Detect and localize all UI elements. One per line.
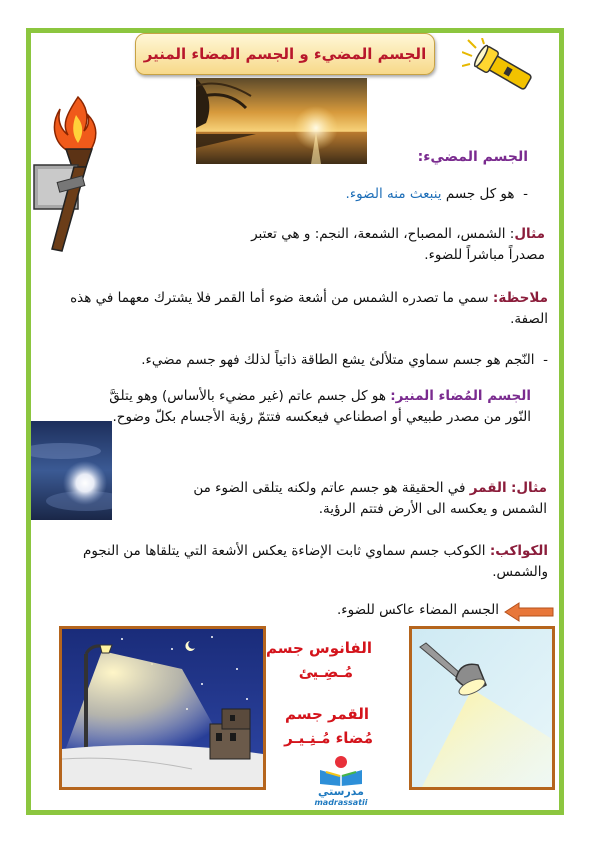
moon-example-text: في الحقيقة هو جسم عاتم ولكنه يتلقى الضوء من الشمس و يعكسه الى الأرض فتتم الرؤية. bbox=[193, 480, 547, 517]
luminous-heading: الجسم المضيء: bbox=[417, 149, 528, 165]
note-text: سمي ما تصدره الشمس من أشعة ضوء أما القمر فلا يشترك معهما في هذه الصفة. bbox=[70, 290, 548, 327]
arrow-left-icon bbox=[503, 601, 555, 623]
luminous-bullet bbox=[108, 184, 528, 205]
brand-arabic: مدرستي bbox=[318, 785, 364, 798]
brand-logo bbox=[311, 754, 371, 808]
luminous-bullet-prefix: هو كل جسم bbox=[445, 186, 515, 202]
bullet-dash: - bbox=[514, 186, 528, 202]
sunset-image bbox=[196, 78, 367, 164]
arrow-caption: الجسم المضاء عاكس للضوء. bbox=[336, 602, 499, 618]
note-paragraph bbox=[43, 288, 548, 330]
planets-paragraph bbox=[38, 541, 548, 583]
page-title bbox=[135, 33, 435, 75]
torch-icon bbox=[28, 95, 110, 255]
moon-caption-line1: القمر جسم bbox=[284, 705, 369, 723]
lit-heading: الجسم المُضاء المنير: bbox=[390, 388, 531, 404]
lit-text: هو كل جسم عاتم (غير مضيء بالأساس) وهو يتلقَّ النّور من مصدر طبيعي أو اصطناعي فيعكسه فتتمّ رؤية الأجسام بكلّ وضوح. bbox=[109, 388, 531, 425]
star-bullet-text: النّجم هو جسم سماوي متلألئ يشع الطاقة ذاتياً لذلك فهو جسم مضيء. bbox=[141, 352, 535, 368]
example-label: مثال bbox=[514, 226, 545, 242]
moon-caption-line2: مُضاء مُـنِـيـر bbox=[284, 729, 373, 747]
planets-text: الكوكب جسم سماوي ثابت الإضاءة يعكس الأشعة التي يتلقاها من النجوم والشمس. bbox=[83, 543, 548, 580]
bullet-dash: - bbox=[534, 352, 548, 368]
luminous-bullet-highlight: ينبعث منه الضوء. bbox=[345, 186, 442, 202]
lantern-caption-line2: مُـضِـيئ bbox=[298, 663, 353, 681]
luminous-example bbox=[215, 224, 545, 266]
lit-paragraph bbox=[91, 386, 531, 428]
brand-latin: madrassatii bbox=[314, 798, 368, 807]
star-bullet bbox=[48, 350, 548, 371]
desk-lamp-image bbox=[409, 626, 555, 790]
flashlight-icon bbox=[462, 38, 540, 98]
lantern-caption-line1: الفانوس جسم bbox=[266, 639, 372, 657]
planets-label: الكواكب: bbox=[489, 543, 548, 559]
example-text: : الشمس، المصباح، الشمعة، النجم: و هي تعتبر مصدراً مباشراً للضوء. bbox=[251, 226, 545, 263]
moon-example-label: مثال: bbox=[510, 480, 547, 496]
note-label: ملاحظة: bbox=[492, 290, 548, 306]
street-lamp-image bbox=[59, 626, 266, 790]
moon-example bbox=[147, 478, 547, 520]
page-title-text: الجسم المضيء و الجسم المضاء المنير bbox=[143, 45, 427, 63]
moon-example-highlight: القمر bbox=[469, 480, 507, 496]
moon-clouds-image bbox=[31, 421, 112, 520]
